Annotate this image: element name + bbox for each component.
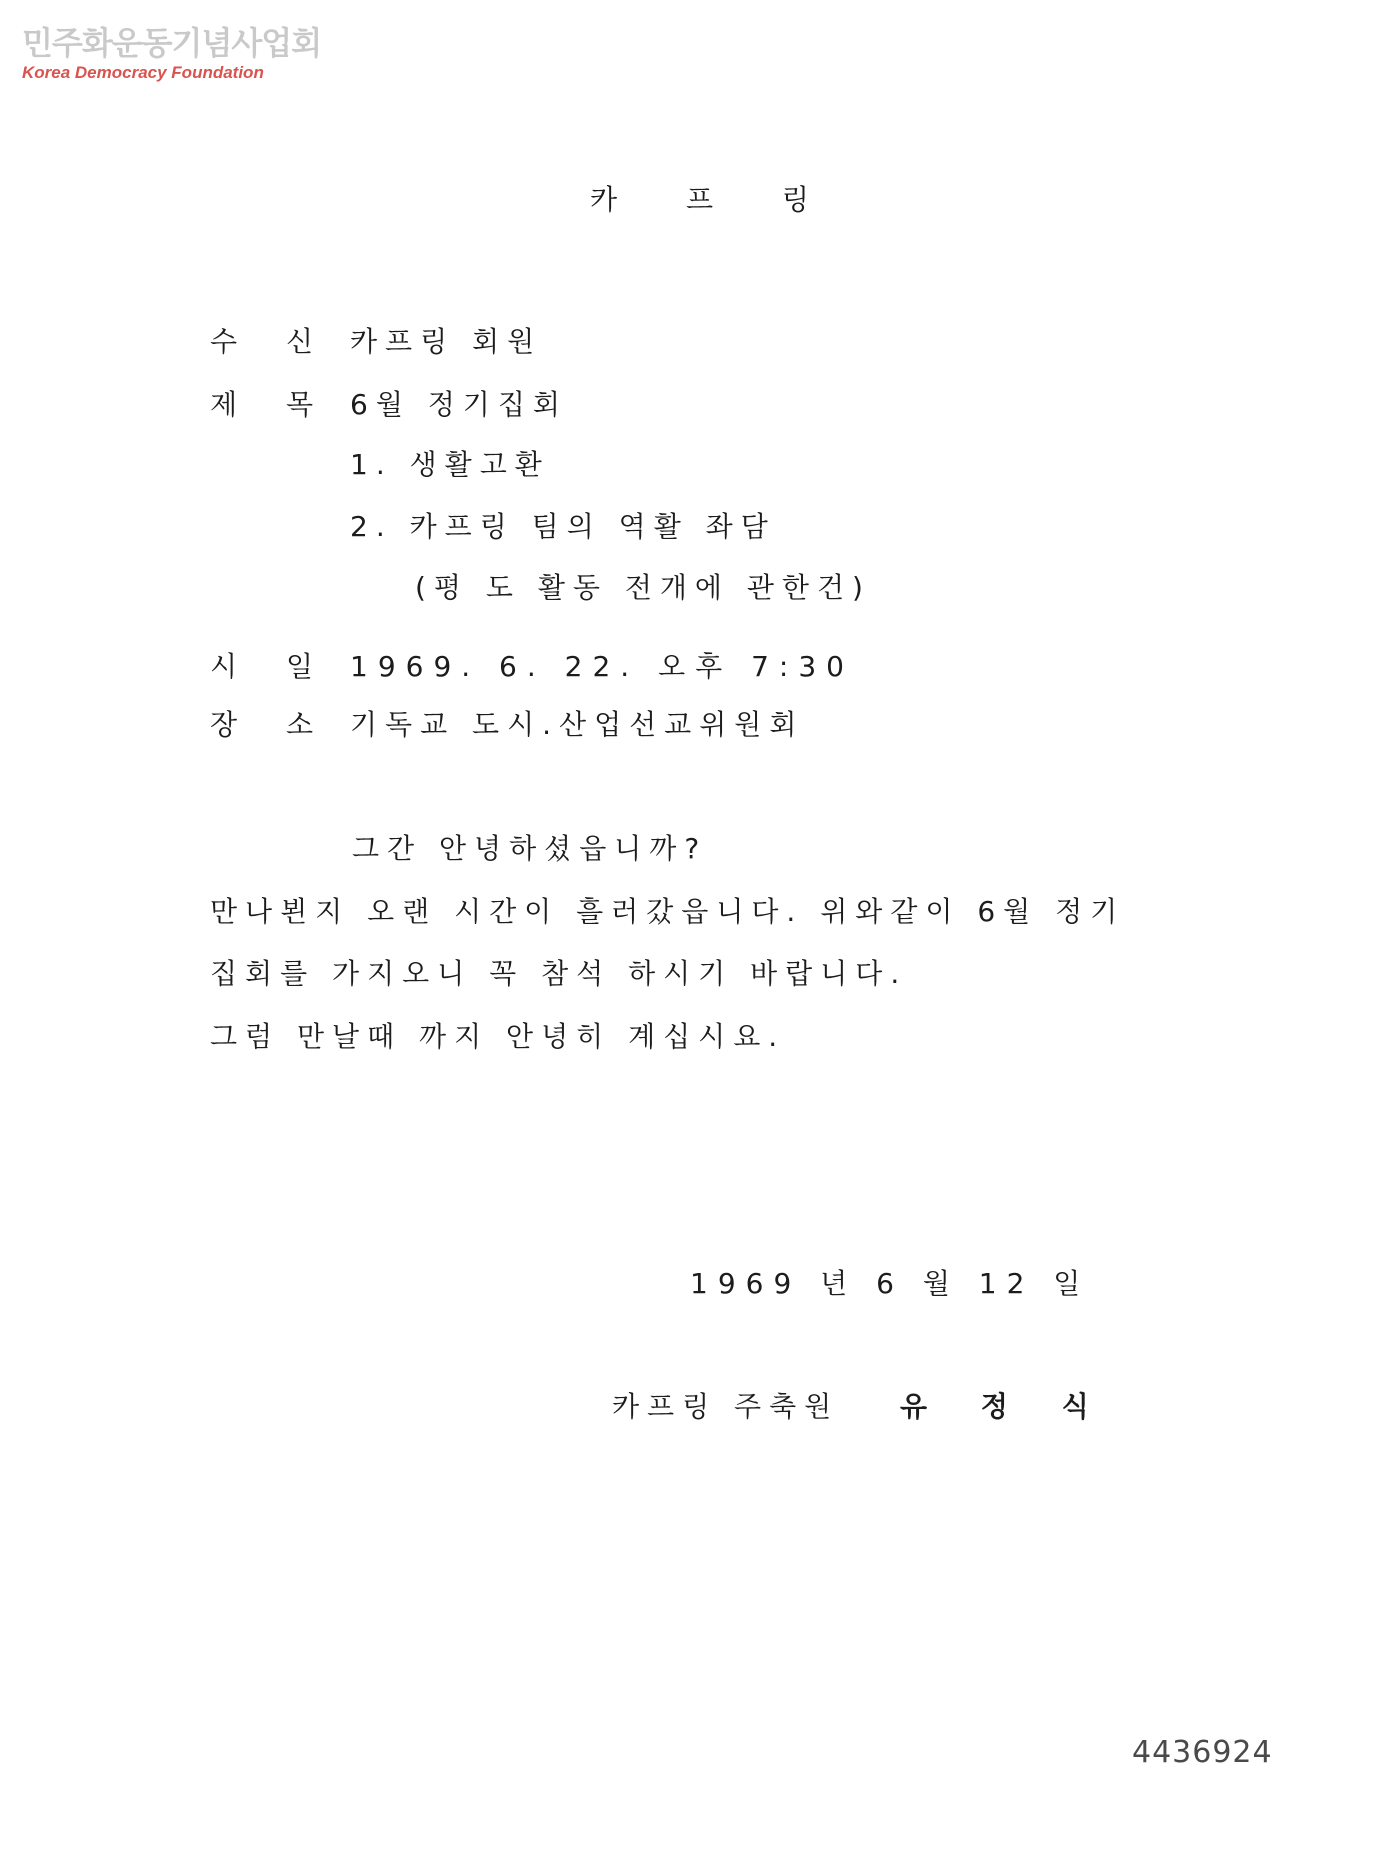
watermark-english: Korea Democracy Foundation	[22, 63, 264, 82]
recipient-value: 카프링 회원	[350, 325, 543, 358]
sender-title: 카프링 주축원	[612, 1390, 840, 1423]
body-line-4: 그럼 만날때 까지 안녕히 계십시요.	[210, 1020, 786, 1053]
place-value: 기독교 도시.산업선교위원회	[350, 708, 805, 741]
datetime-value: 1969. 6. 22. 오후 7:30	[350, 650, 854, 683]
place-label: 장 소	[210, 708, 333, 741]
subject-label: 제 목	[210, 388, 333, 421]
subject-item-2: 2. 카프링 팀의 역활 좌담	[350, 510, 776, 543]
body-line-2: 만나뵌지 오랜 시간이 흘러갔읍니다. 위와같이 6월 정기	[210, 895, 1126, 928]
sender-name: 유 정 식	[900, 1390, 1111, 1423]
subject-value: 6월 정기집회	[350, 388, 568, 421]
body-line-3: 집회를 가지오니 꼭 참석 하시기 바랍니다.	[210, 957, 908, 990]
serial-number: 4436924	[1132, 1735, 1273, 1770]
body-line-1: 그간 안녕하셨읍니까?	[352, 832, 708, 865]
datetime-label: 시 일	[210, 650, 333, 683]
subject-item-1: 1. 생활고환	[350, 448, 550, 481]
watermark-korean: 민주화운동기념사업회	[22, 24, 322, 62]
document-date: 1969 년 6 월 12 일	[690, 1267, 1091, 1300]
document-title: 카 프 링	[590, 183, 839, 216]
subject-note: (평 도 활동 전개에 관한건)	[415, 571, 871, 604]
recipient-label: 수 신	[210, 325, 333, 358]
